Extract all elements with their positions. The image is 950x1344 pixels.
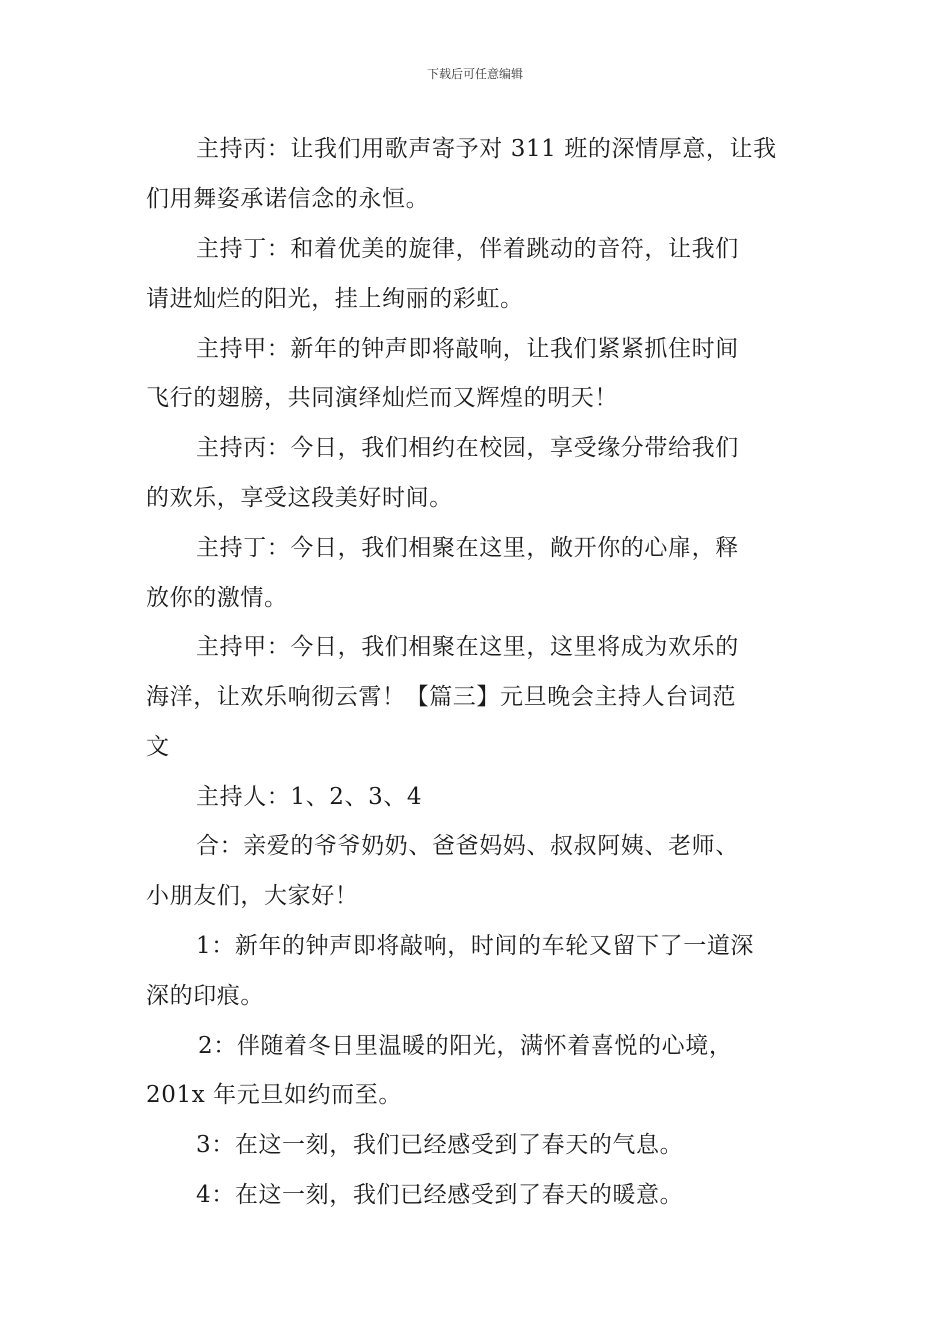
paragraph-line: 飞行的翅膀，共同演绎灿烂而又辉煌的明天！ [146,385,618,411]
paragraph-line: 主持甲：新年的钟声即将敲响，让我们紧紧抓住时间 [196,336,739,362]
paragraph-line: 海洋，让欢乐响彻云霄！【篇三】元旦晚会主持人台词范 [146,684,736,710]
paragraph-line: 1：新年的钟声即将敲响，时间的车轮又留下了一道深 [196,933,755,959]
paragraph-line: 主持丙：今日，我们相约在校园，享受缘分带给我们 [196,435,739,461]
paragraph-line: 放你的激情。 [146,585,288,611]
page-header: 下载后可任意编辑 [426,67,523,81]
paragraph-line: 小朋友们，大家好！ [146,883,359,909]
paragraph-line: 请进灿烂的阳光，挂上绚丽的彩虹。 [146,286,524,312]
paragraph-line: 主持人：1、2、3、4 [196,784,423,810]
paragraph-line: 主持丁：今日，我们相聚在这里，敞开你的心扉，释 [196,535,739,561]
paragraph-line: 主持丁：和着优美的旋律，伴着跳动的音符，让我们 [196,236,739,262]
paragraph-line: 主持丙：让我们用歌声寄予对 311 班的深情厚意，让我 [196,136,777,162]
paragraph-line: 201x 年元旦如约而至。 [146,1082,402,1108]
paragraph-line: 4：在这一刻，我们已经感受到了春天的暖意。 [196,1182,684,1208]
paragraph-line: 们用舞姿承诺信念的永恒。 [146,186,430,212]
paragraph-line: 深的印痕。 [146,983,264,1009]
paragraph-line: 文 [146,734,170,760]
paragraph-line: 2：伴随着冬日里温暖的阳光，满怀着喜悦的心境， [198,1033,733,1059]
paragraph-line: 的欢乐，享受这段美好时间。 [146,485,453,511]
paragraph-line: 合：亲爱的爷爷奶奶、爸爸妈妈、叔叔阿姨、老师、 [196,833,739,859]
paragraph-line: 3：在这一刻，我们已经感受到了春天的气息。 [196,1132,684,1158]
paragraph-line: 主持甲：今日，我们相聚在这里，这里将成为欢乐的 [196,634,739,660]
